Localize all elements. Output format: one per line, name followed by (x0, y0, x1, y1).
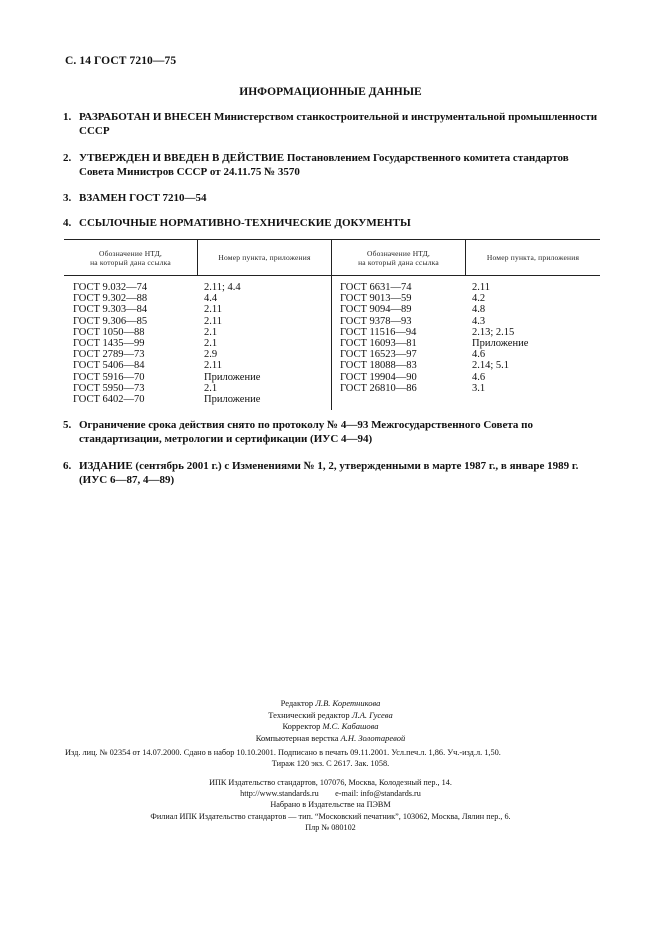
header-line: Обозначение НТД, (98, 249, 163, 258)
info-item-1 (63, 110, 603, 138)
table-cell-item: Приложение (472, 338, 529, 350)
publication-line-1: Изд. лиц. № 02354 от 14.07.2000. Сдано в набор 10.10.2001. Подписано в печать 09.11.2001. Усл.печ.л. 1,86. Уч.-изд.л. 1,50. (65, 748, 501, 757)
table-header-rule (64, 275, 600, 276)
item-number: 4. (63, 217, 72, 229)
item-text: ССЫЛОЧНЫЕ НОРМАТИВНО-ТЕХНИЧЕСКИЕ ДОКУМЕНТЫ (79, 217, 411, 229)
table-cell-item: 4.8 (472, 304, 486, 316)
table-cell-doc: ГОСТ 1050—88 (73, 326, 145, 338)
table-cell-item: 3.1 (472, 382, 486, 394)
header-line: Обозначение НТД, (366, 249, 431, 258)
header-item-right: Номер пункта, приложения (486, 253, 580, 262)
credit-line (0, 733, 661, 745)
header-line: на который дана ссылка (358, 258, 439, 267)
item-number: 2. (63, 152, 72, 164)
table-cell-item: 2.13; 2.15 (472, 326, 515, 338)
item-text: РАЗРАБОТАН И ВНЕСЕН Министерством станкостроительной и инструментальной промышленности СССР (79, 111, 598, 137)
item-number: 6. (63, 460, 72, 472)
header-line: на который дана ссылка (90, 258, 171, 267)
table-cell-doc: ГОСТ 9378—93 (340, 315, 412, 327)
table-cell-doc: ГОСТ 5950—73 (73, 382, 145, 394)
table-cell-doc: ГОСТ 11516—94 (340, 326, 417, 338)
table-cell-item: Приложение (204, 394, 261, 406)
table-cell-doc: ГОСТ 18088—83 (340, 360, 417, 372)
item-text: ИЗДАНИЕ (сентябрь 2001 г.) с Изменениями № 1, 2, утвержденными в марте 1987 г., в январе 1989 г. (ИУС 6—87, 4—89) (79, 460, 579, 486)
credit-role: Редактор (280, 698, 314, 708)
credit-role: Компьютерная верстка (255, 732, 339, 743)
table-cell-doc: ГОСТ 5916—70 (73, 371, 145, 383)
table-cell-item: 2.1 (204, 338, 218, 350)
table-cell-doc: ГОСТ 2789—73 (73, 349, 145, 361)
table-top-rule (64, 239, 600, 240)
header-ntd-right (332, 249, 465, 267)
credit-line (0, 721, 661, 733)
credit-name: Л.В. Коретникова (315, 698, 381, 708)
header-ntd-left (64, 249, 197, 267)
info-item-3 (63, 191, 603, 205)
item-number: 1. (63, 111, 72, 123)
publication-line-2: Тираж 120 экз. С 2617. Зак. 1058. (271, 759, 390, 768)
info-item-6 (63, 459, 603, 487)
table-cell-doc: ГОСТ 9094—89 (340, 304, 412, 316)
table-cell-doc: ГОСТ 6631—74 (340, 282, 412, 293)
info-item-4 (63, 216, 603, 230)
section-title: ИНФОРМАЦИОННЫЕ ДАННЫЕ (239, 86, 422, 98)
table-cell-item: 2.1 (204, 382, 218, 394)
item-number: 3. (63, 192, 72, 204)
table-cell-doc: ГОСТ 16093—81 (340, 338, 417, 350)
table-cell-item: 2.11; 4.4 (204, 282, 241, 293)
right-doc-column (340, 282, 417, 394)
footer-line: Набрано в Издательстве на ПЭВМ (270, 800, 391, 810)
footer-line: Филиал ИПК Издательство стандартов — тип. “Московский печатник”, 103062, Москва, Лялин пер., 6. (150, 811, 511, 821)
table-cell-doc: ГОСТ 1435—99 (73, 338, 145, 350)
table-cell-item: 2.11 (204, 304, 222, 316)
table-cell-doc: ГОСТ 9.032—74 (73, 282, 148, 293)
page-header: С. 14 ГОСТ 7210—75 (65, 55, 177, 67)
table-cell-doc: ГОСТ 5406—84 (73, 360, 145, 372)
credit-name: М.С. Кабашова (322, 721, 379, 731)
credit-line (0, 698, 661, 710)
header-item-left: Номер пункта, приложения (218, 253, 311, 262)
credit-line (0, 710, 661, 722)
table-cell-doc: ГОСТ 9.303—84 (73, 304, 148, 316)
item-text: УТВЕРЖДЕН И ВВЕДЕН В ДЕЙСТВИЕ Постановлением Государственного комитета стандартов Совета Министров СССР от 24.11.75 № 3570 (79, 152, 569, 178)
publisher-footer (0, 777, 661, 833)
credit-role: Технический редактор (268, 709, 350, 720)
left-doc-column (73, 282, 147, 405)
table-cell-doc: ГОСТ 6402—70 (73, 394, 145, 406)
item-text: Ограничение срока действия снято по протоколу № 4—93 Межгосударственного Совета по стандартизации, метрологии и сертификации (ИУС 4—94) (79, 419, 533, 445)
table-cell-item: 4.6 (472, 349, 486, 361)
item-text: ВЗАМЕН ГОСТ 7210—54 (79, 192, 207, 204)
table-cell-doc: ГОСТ 9013—59 (340, 293, 412, 305)
table-cell-item: 2.14; 5.1 (472, 360, 510, 372)
table-cell-item: 4.6 (472, 371, 486, 383)
credit-name: А.Н. Золотаревой (340, 732, 406, 743)
footer-line: http://www.standards.ru e-mail: info@standards.ru (240, 789, 421, 799)
credit-role: Корректор (282, 721, 321, 731)
table-cell-item: 4.2 (472, 293, 486, 305)
info-item-2 (63, 151, 603, 179)
item-number: 5. (63, 419, 72, 431)
right-item-column (472, 282, 528, 394)
credit-name: Л.А. Гусева (351, 709, 393, 720)
footer-line: ИПК Издательство стандартов, 107076, Москва, Колодезный пер., 14. (209, 778, 452, 787)
table-cell-doc: ГОСТ 26810—86 (340, 382, 417, 394)
table-cell-item: 2.11 (472, 282, 490, 293)
table-cell-doc: ГОСТ 19904—90 (340, 371, 417, 383)
table-cell-item: 2.1 (204, 326, 218, 338)
table-cell-item: 2.9 (204, 349, 218, 361)
table-cell-item: 4.4 (204, 293, 218, 305)
left-item-column (204, 282, 260, 405)
table-cell-item: Приложение (204, 371, 261, 383)
table-cell-doc: ГОСТ 9.306—85 (73, 315, 148, 327)
credits-block (0, 698, 661, 744)
table-cell-item: 2.11 (204, 315, 222, 327)
table-cell-item: 2.11 (204, 360, 222, 372)
table-cell-doc: ГОСТ 16523—97 (340, 349, 417, 361)
info-item-5 (63, 418, 603, 446)
table-cell-item: 4.3 (472, 315, 486, 327)
table-cell-doc: ГОСТ 9.302—88 (73, 293, 148, 305)
footer-line: Плр № 080102 (305, 822, 356, 832)
